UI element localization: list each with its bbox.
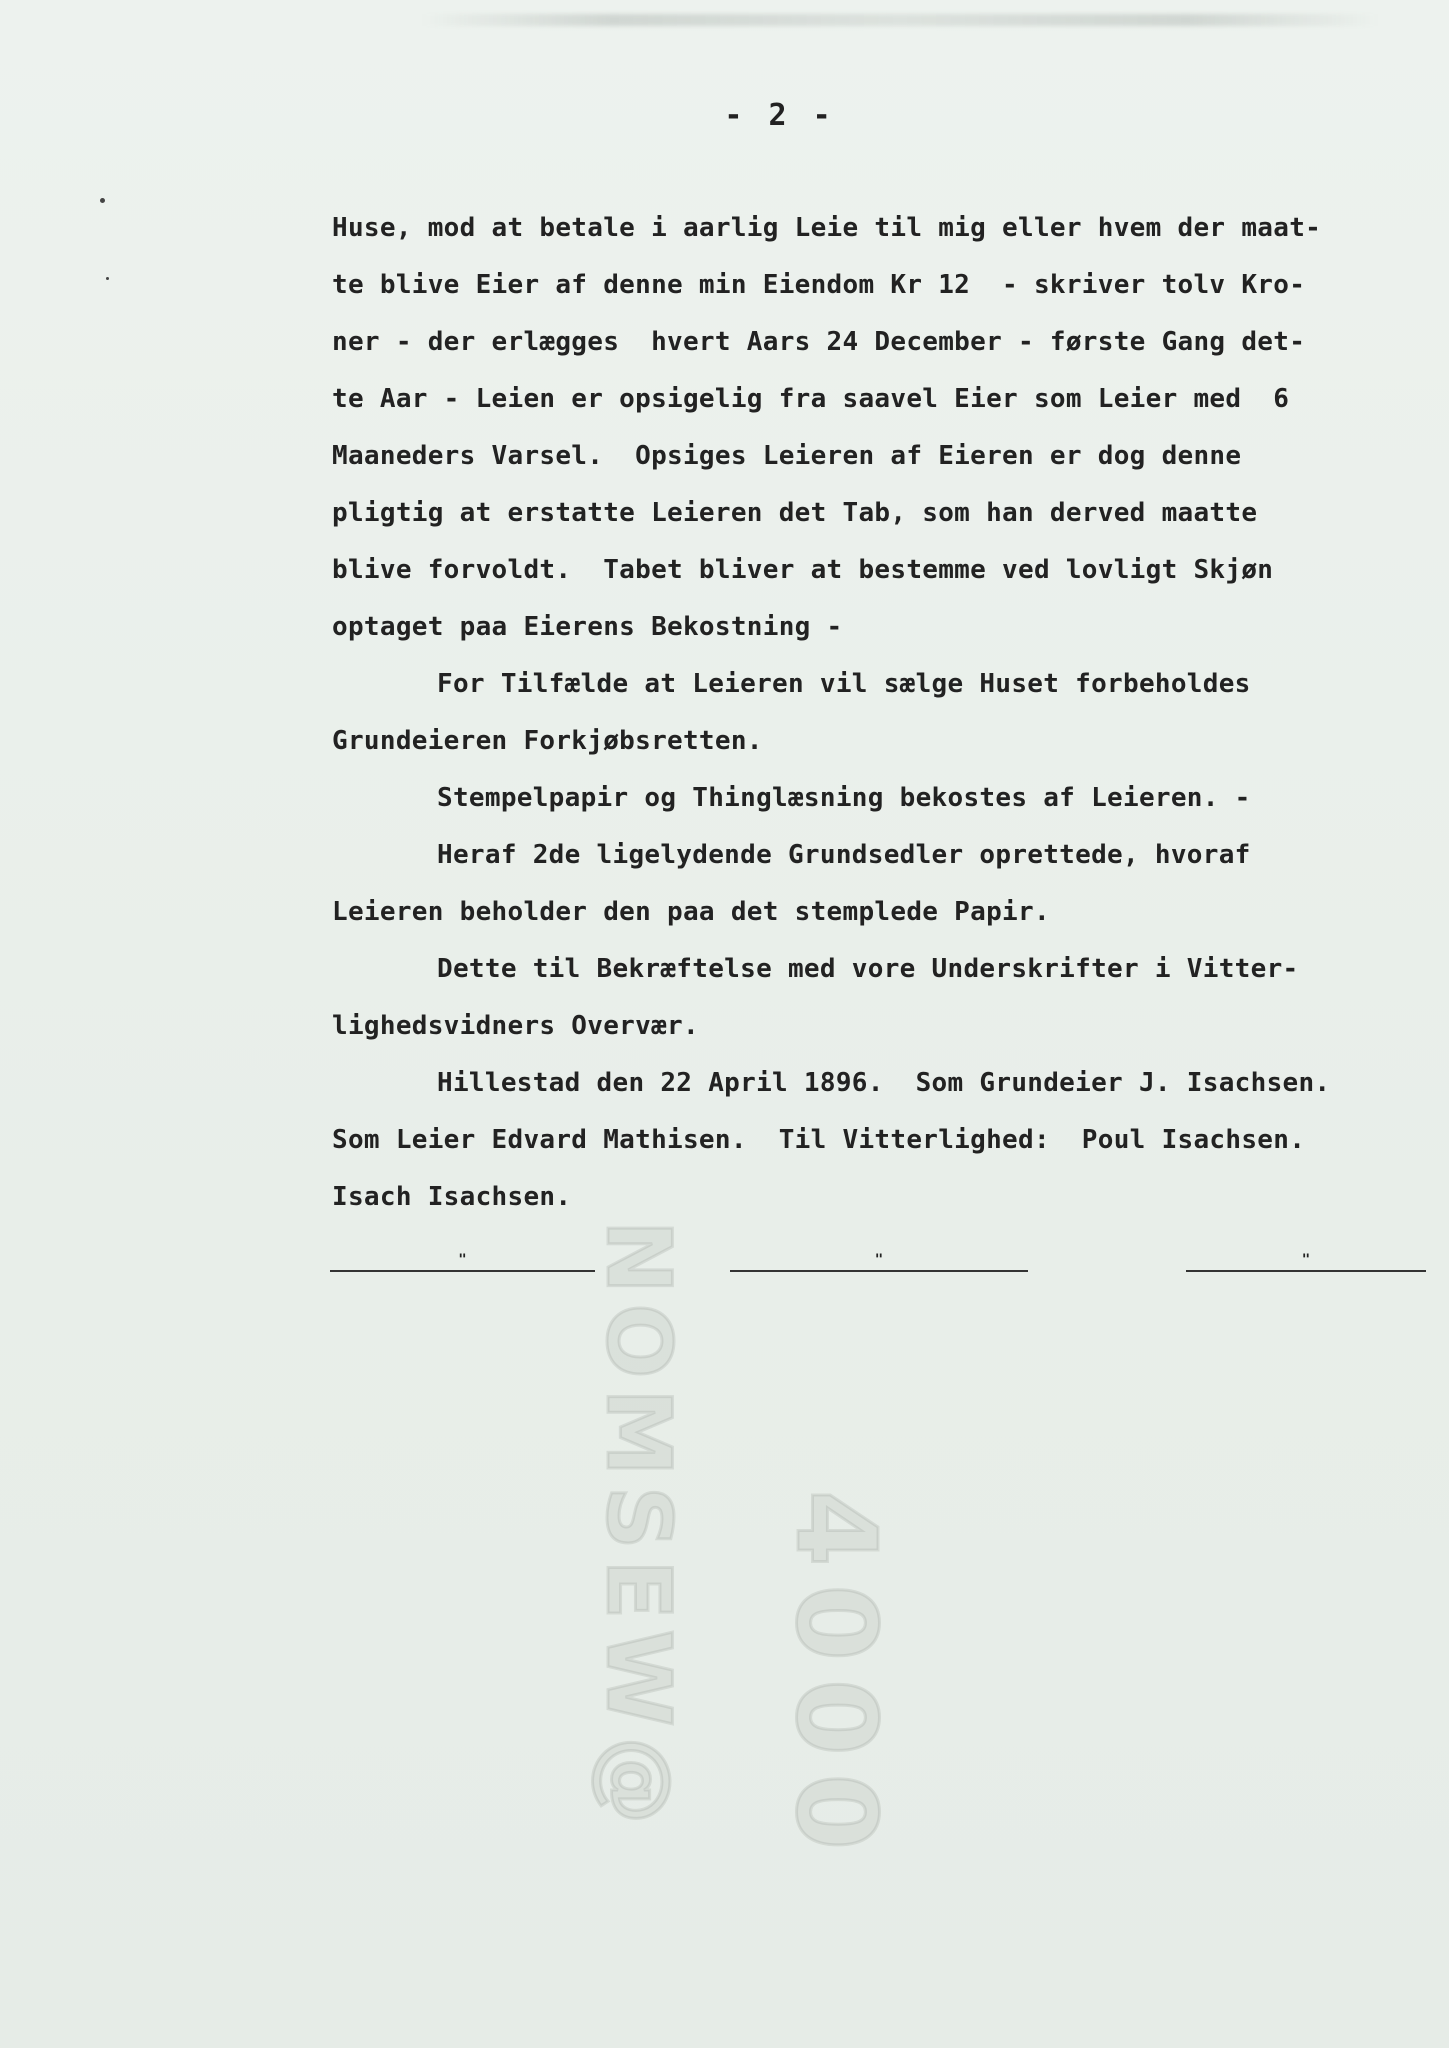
signature-line: " bbox=[1186, 1256, 1426, 1272]
text-line: For Tilfælde at Leieren vil sælge Huset forbeholdes bbox=[437, 669, 1251, 699]
ink-speck bbox=[106, 277, 109, 280]
text-line: Maaneders Varsel. Opsiges Leieren af Eieren er dog denne bbox=[332, 441, 1242, 471]
scan-edge-shadow bbox=[420, 14, 1380, 26]
text-line: Huse, mod at betale i aarlig Leie til mig eller hvem der maat- bbox=[332, 213, 1322, 243]
text-line: Hillestad den 22 April 1896. Som Grundeier J. Isachsen. bbox=[437, 1068, 1331, 1098]
text-line: Isach Isachsen. bbox=[332, 1182, 572, 1212]
text-line: Heraf 2de ligelydende Grundsedler oprettede, hvoraf bbox=[437, 840, 1251, 870]
signature-line: " bbox=[730, 1256, 1028, 1272]
text-line: ner - der erlægges hvert Aars 24 December - første Gang det- bbox=[332, 327, 1306, 357]
text-line: pligtig at erstatte Leieren det Tab, som han derved maatte bbox=[332, 498, 1258, 528]
text-line: lighedsvidners Overvær. bbox=[332, 1011, 699, 1041]
text-line: te Aar - Leien er opsigelig fra saavel Eier som Leier med 6 bbox=[332, 384, 1290, 414]
text-line: te blive Eier af denne min Eiendom Kr 12 - skriver tolv Kro- bbox=[332, 270, 1306, 300]
signature-line: " bbox=[330, 1256, 595, 1272]
text-line: Stempelpapir og Thinglæsning bekostes af Leieren. - bbox=[437, 783, 1251, 813]
text-line: Leieren beholder den paa det stemplede Papir. bbox=[332, 897, 1050, 927]
text-line: optaget paa Eierens Bekostning - bbox=[332, 612, 843, 642]
ink-speck bbox=[100, 198, 105, 203]
text-line: Som Leier Edvard Mathisen. Til Vitterlighed: Poul Isachsen. bbox=[332, 1125, 1306, 1155]
signature-lines bbox=[0, 1252, 1449, 1276]
watermark-text-a: NOMSEW@ bbox=[587, 1220, 690, 1835]
body-text bbox=[332, 200, 1432, 1226]
text-line: Dette til Bekræftelse med vore Underskrifter i Vitter- bbox=[437, 954, 1299, 984]
page-number: - 2 - bbox=[724, 98, 835, 133]
text-line: blive forvoldt. Tabet bliver at bestemme ved lovligt Skjøn bbox=[332, 555, 1274, 585]
watermark-text-b: 4000 bbox=[772, 1490, 900, 1869]
text-line: Grundeieren Forkjøbsretten. bbox=[332, 726, 763, 756]
